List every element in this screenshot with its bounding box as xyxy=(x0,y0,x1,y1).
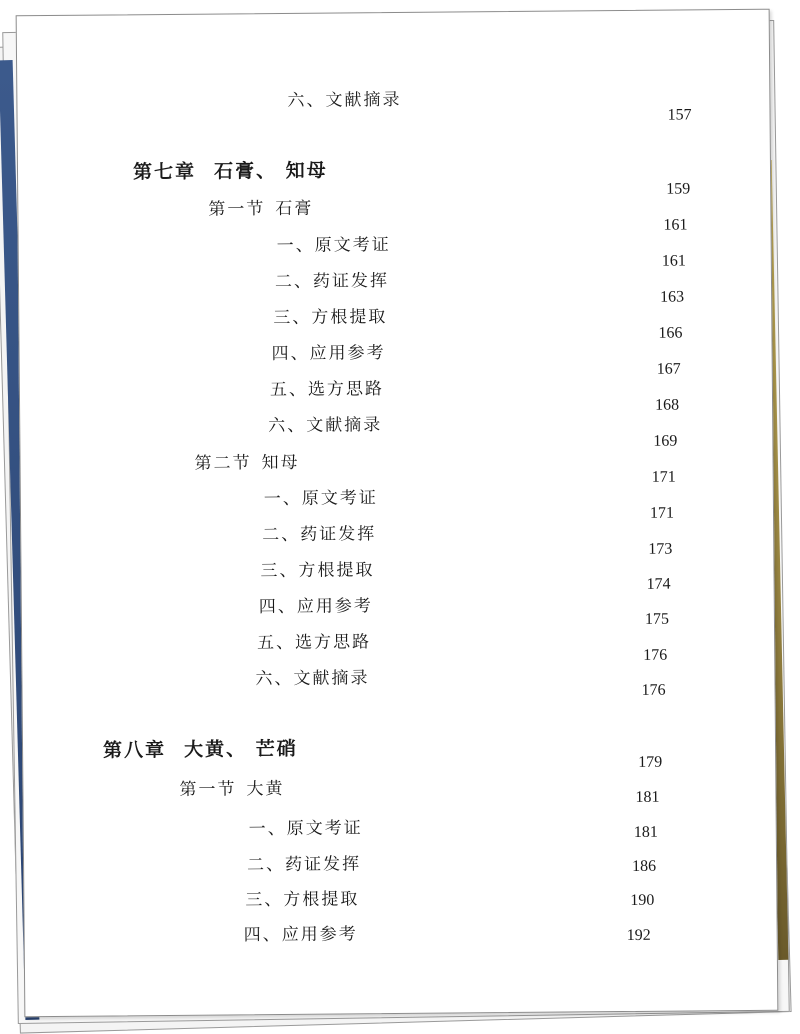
toc-item: 二、药证发挥 xyxy=(262,524,377,546)
toc-item: 六、文献摘录 xyxy=(268,415,383,437)
page-number: 171 xyxy=(649,504,675,522)
page-number: 181 xyxy=(635,788,660,806)
page-number: 169 xyxy=(653,432,678,450)
toc-item: 五、选方思路 xyxy=(269,379,385,401)
page-number: 161 xyxy=(661,252,686,270)
page-number: 173 xyxy=(648,540,673,558)
toc-item: 一、原文考证 xyxy=(276,235,391,257)
section-title: 石膏 xyxy=(275,198,314,220)
page-number: 192 xyxy=(626,926,651,945)
toc-item: 二、药证发挥 xyxy=(274,271,390,293)
page-number: 161 xyxy=(663,216,688,234)
chapter-8-heading xyxy=(103,734,298,763)
page-number: 159 xyxy=(666,180,691,198)
page-number: 179 xyxy=(638,753,663,771)
toc-item: 一、原文考证 xyxy=(263,488,378,510)
section-title: 大黄 xyxy=(246,778,285,800)
chapter-7-heading xyxy=(133,156,328,185)
toc-item: 六、文献摘录 xyxy=(255,668,370,690)
toc-item: 三、方根提取 xyxy=(260,560,375,582)
section-label: 第一节 xyxy=(179,779,237,800)
section-heading xyxy=(194,448,299,474)
toc-item: 三、方根提取 xyxy=(245,889,360,911)
page-number: 171 xyxy=(651,468,676,486)
page-number: 175 xyxy=(644,610,670,628)
toc-page xyxy=(16,9,779,1018)
section-label: 第一节 xyxy=(208,199,266,220)
page-number: 157 xyxy=(667,106,692,124)
chapter-title: 大黄、 芒硝 xyxy=(183,737,298,761)
section-heading xyxy=(179,774,284,800)
toc-item: 四、应用参考 xyxy=(271,343,386,365)
chapter-title: 石膏、 知母 xyxy=(213,159,328,183)
section-heading xyxy=(208,194,313,220)
page-number: 168 xyxy=(654,396,680,414)
page-number: 190 xyxy=(630,891,655,909)
toc-item: 四、应用参考 xyxy=(258,596,373,618)
section-label: 第二节 xyxy=(194,453,252,474)
page-number: 176 xyxy=(641,681,666,699)
page-number: 186 xyxy=(632,857,657,875)
chapter-label: 第八章 xyxy=(102,739,167,762)
page-number: 166 xyxy=(658,324,683,342)
page-number: 176 xyxy=(643,646,668,664)
page-number: 163 xyxy=(660,288,685,306)
toc-item: 一、原文考证 xyxy=(248,818,363,840)
section-title: 知母 xyxy=(261,452,300,474)
toc-item: 六、文献摘录 xyxy=(287,89,402,111)
page-number: 174 xyxy=(646,575,671,593)
page-number: 167 xyxy=(656,360,681,378)
chapter-label: 第七章 xyxy=(132,160,197,184)
toc-item: 三、方根提取 xyxy=(273,307,388,329)
toc-item: 四、应用参考 xyxy=(243,924,358,946)
toc-item: 五、选方思路 xyxy=(257,632,372,654)
toc-item: 二、药证发挥 xyxy=(246,854,362,876)
page-number: 181 xyxy=(633,823,658,841)
